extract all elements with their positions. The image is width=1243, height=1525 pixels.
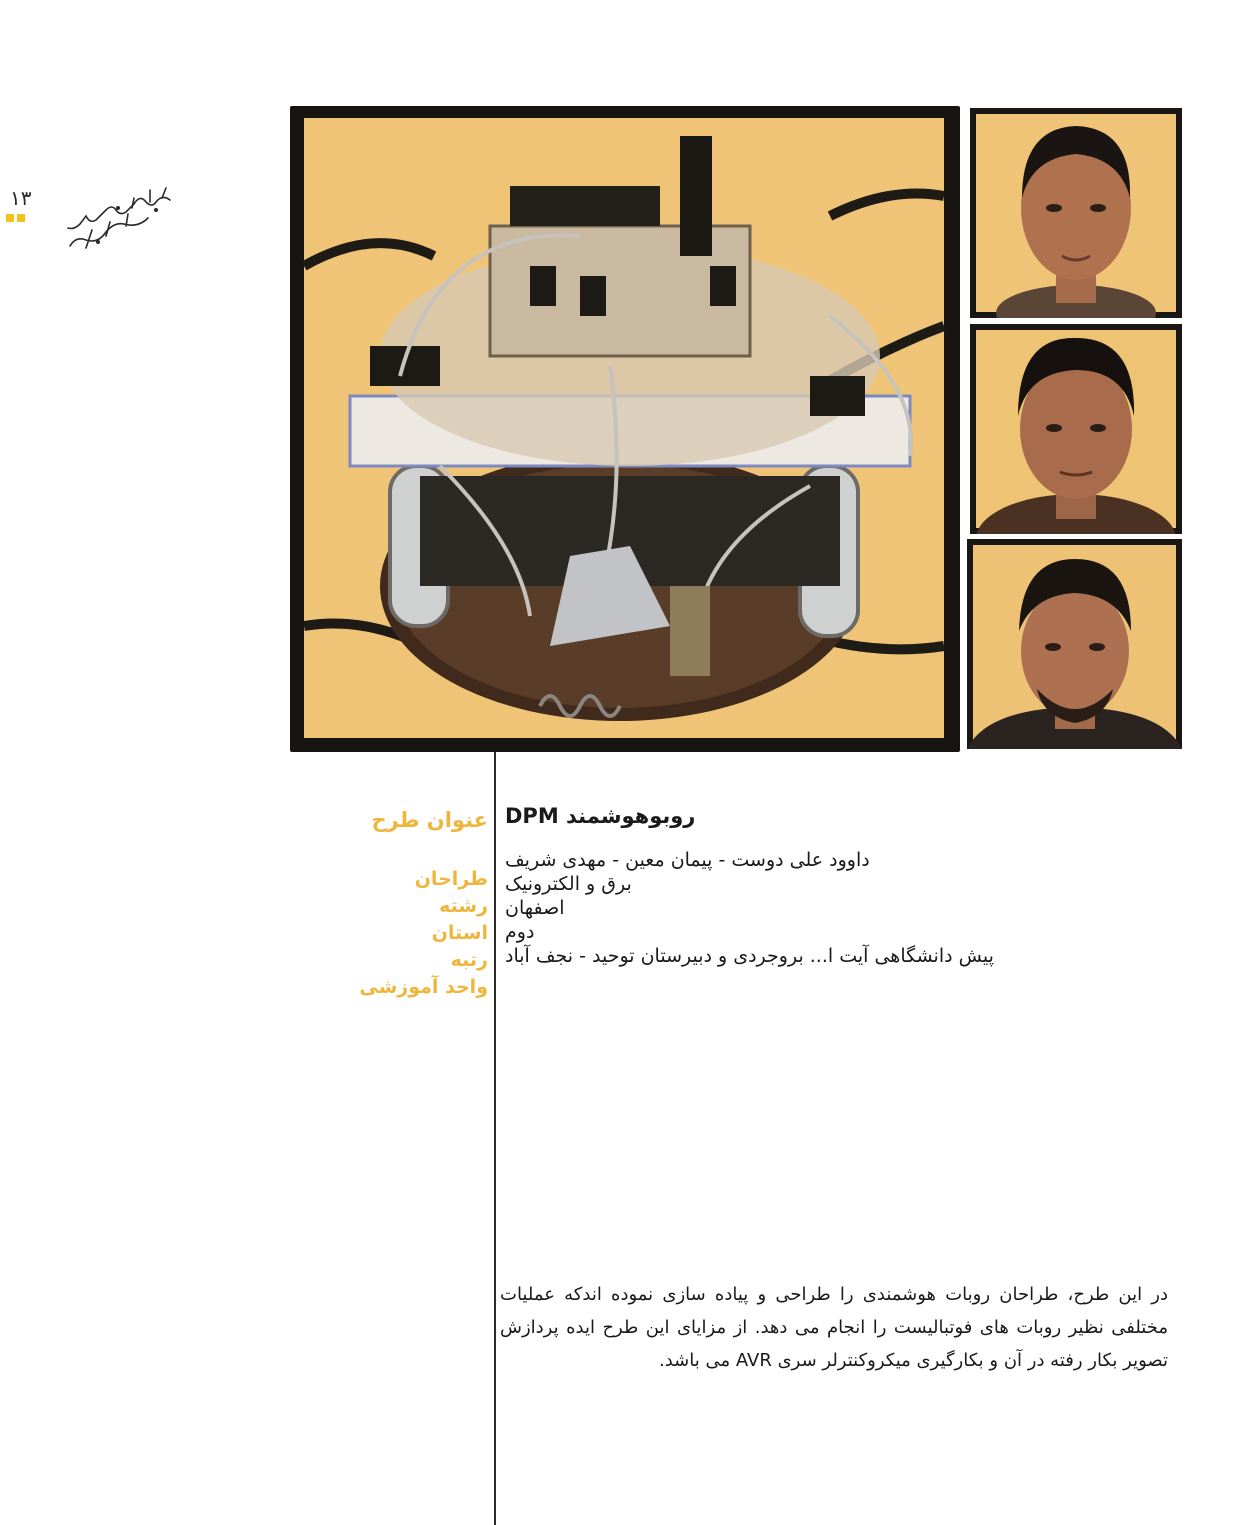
designer-portrait-2 — [970, 324, 1182, 534]
page-marker — [6, 207, 28, 215]
project-title: روبوهوشمند DPM — [505, 804, 696, 828]
page-number: ۱۳ — [10, 186, 32, 210]
festival-logo — [38, 178, 178, 260]
title-label: عنوان طرح — [371, 808, 488, 832]
value-rank: دوم — [505, 921, 535, 943]
field-values — [505, 848, 1125, 968]
value-school: پیش دانشگاهی آیت ا... بروجردی و دبیرستان توحید - نجف آباد — [505, 945, 994, 967]
value-province: اصفهان — [505, 897, 565, 919]
field-labels — [300, 866, 488, 1001]
label-school: واحد آموزشی — [359, 976, 488, 998]
label-province: استان — [431, 922, 488, 944]
column-divider — [494, 752, 496, 1525]
label-rank: رتبه — [450, 949, 488, 971]
value-field: برق و الکترونیک — [505, 873, 632, 895]
designer-portrait-3 — [967, 539, 1182, 749]
label-designers: طراحان — [414, 868, 488, 890]
label-field: رشته — [439, 895, 488, 917]
designer-portrait-1 — [970, 108, 1182, 318]
project-description: در این طرح، طراحان روبات هوشمندی را طراحی و پیاده سازی نموده اندکه عملیات مختلفی نظیر روبات های فوتبالیست را انجام می دهد. از مزایای این طرح ایده پردازش تصویر بکار رفته در آن و بکارگیری میکروکنترلر سری AVR می باشد. — [500, 1284, 1168, 1371]
value-designers: داوود علی دوست - پیمان معین - مهدی شریف — [505, 849, 870, 871]
robot-photo — [290, 106, 960, 752]
